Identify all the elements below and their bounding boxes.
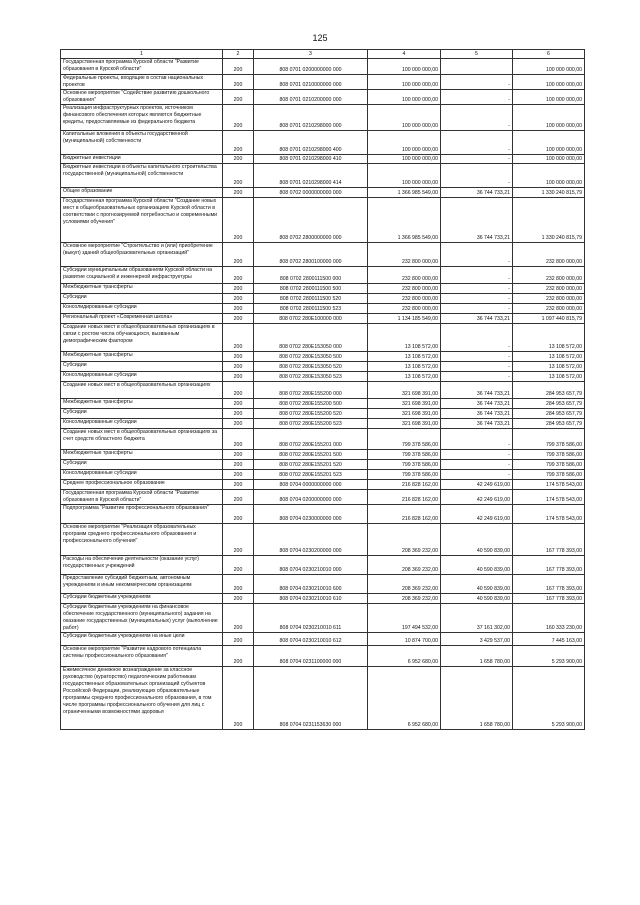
row-code: 200 <box>223 267 254 284</box>
row-total: 232 800 000,00 <box>513 243 585 267</box>
row-name: Государственная программа Курской области "Развитие образования в Курской области" <box>61 490 223 505</box>
header-col-2: 2 <box>223 50 254 59</box>
row-name: Государственная программа Курской области "Создание новых мест в общеобразовательных организациях Курской области в соответствии с прогнозируемой потребностью и современными условиями обучения" <box>61 198 223 243</box>
row-kbk: 808 0702 280E153050 000 <box>254 324 368 352</box>
row-code: 200 <box>223 646 254 667</box>
table-row <box>61 155 585 164</box>
row-name: Бюджетные инвестиции <box>61 155 223 164</box>
row-name: Субсидии <box>61 294 223 304</box>
table-row <box>61 382 585 399</box>
row-change: - <box>441 352 513 362</box>
row-total: 13 108 572,00 <box>513 324 585 352</box>
row-change: - <box>441 470 513 480</box>
row-total: 100 000 000,00 <box>513 59 585 75</box>
row-code: 200 <box>223 352 254 362</box>
table-row <box>61 633 585 646</box>
table-row <box>61 556 585 575</box>
row-code: 200 <box>223 575 254 594</box>
row-plan: 1 366 985 549,00 <box>368 198 441 243</box>
table-row <box>61 490 585 505</box>
row-name: Государственная программа Курской области "Развитие образования в Курской области" <box>61 59 223 75</box>
row-code: 200 <box>223 188 254 198</box>
row-name: Субсидии <box>61 362 223 372</box>
row-total: 167 778 393,00 <box>513 594 585 604</box>
row-kbk: 808 0702 280E155200 000 <box>254 382 368 399</box>
row-code: 200 <box>223 604 254 633</box>
row-code: 200 <box>223 505 254 524</box>
row-name: Субсидии бюджетным учреждениям на иные цели <box>61 633 223 646</box>
row-plan: 232 800 000,00 <box>368 243 441 267</box>
header-col-5: 5 <box>441 50 513 59</box>
row-kbk: 808 0701 0210000000 000 <box>254 75 368 90</box>
row-name: Создание новых мест в общеобразовательных организациях в связи с ростом числа обучающихся, вызванным демографическим фактором <box>61 324 223 352</box>
row-total: 100 000 000,00 <box>513 164 585 188</box>
row-kbk: 808 0702 280E155201 000 <box>254 429 368 450</box>
row-change: 1 658 780,00 <box>441 646 513 667</box>
table-row <box>61 90 585 105</box>
row-plan: 232 800 000,00 <box>368 284 441 294</box>
row-plan: 208 369 232,00 <box>368 575 441 594</box>
row-name: Расходы на обеспечение деятельности (оказание услуг) государственных учреждений <box>61 556 223 575</box>
row-kbk: 808 0702 280E155200 520 <box>254 409 368 419</box>
row-plan: 6 952 680,00 <box>368 646 441 667</box>
row-name: Основное мероприятие "Строительство и (или) приобретение (выкуп) зданий общеобразовательных организаций" <box>61 243 223 267</box>
row-change: 42 249 619,00 <box>441 480 513 490</box>
row-code: 200 <box>223 362 254 372</box>
row-name: Ежемесячное денежное вознаграждение за классное руководство (кураторство) педагогическим работникам государственных образовательных организаций субъектов Российской Федерации, реализующих образовательные программы среднего профессионального образования, в том числе программы профессионального обучения для лиц с ограниченными возможностями здоровья <box>61 667 223 730</box>
table-row <box>61 419 585 429</box>
row-plan: 208 369 232,00 <box>368 594 441 604</box>
row-code: 200 <box>223 105 254 131</box>
row-plan: 100 000 000,00 <box>368 164 441 188</box>
row-total: 167 778 393,00 <box>513 556 585 575</box>
row-code: 200 <box>223 556 254 575</box>
row-name: Субсидии бюджетным учреждениям <box>61 594 223 604</box>
table-row <box>61 362 585 372</box>
row-change: 36 744 733,21 <box>441 419 513 429</box>
table-row <box>61 524 585 556</box>
row-name: Подпрограмма "Развитие профессионального образования" <box>61 505 223 524</box>
header-col-4: 4 <box>368 50 441 59</box>
table-row <box>61 304 585 314</box>
row-change: - <box>441 243 513 267</box>
table-row <box>61 480 585 490</box>
row-kbk: 808 0702 2800111500 500 <box>254 284 368 294</box>
row-code: 200 <box>223 243 254 267</box>
row-total: 1 330 240 815,79 <box>513 198 585 243</box>
row-change: 1 658 780,00 <box>441 667 513 730</box>
row-total: 5 293 900,00 <box>513 667 585 730</box>
row-plan: 100 000 000,00 <box>368 131 441 155</box>
row-code: 200 <box>223 633 254 646</box>
row-kbk: 808 0704 0230200000 000 <box>254 524 368 556</box>
row-total: 232 800 000,00 <box>513 267 585 284</box>
row-name: Создание новых мест в общеобразовательных организациях за счет средств областного бюджета <box>61 429 223 450</box>
row-change: - <box>441 429 513 450</box>
row-kbk: 808 0702 2800111500 000 <box>254 267 368 284</box>
row-name: Субсидии <box>61 409 223 419</box>
row-code: 200 <box>223 284 254 294</box>
row-change: - <box>441 105 513 131</box>
row-code: 200 <box>223 382 254 399</box>
table-row <box>61 450 585 460</box>
row-code: 200 <box>223 429 254 450</box>
row-code: 200 <box>223 460 254 470</box>
table-row <box>61 470 585 480</box>
row-code: 200 <box>223 419 254 429</box>
row-name: Консолидированные субсидии <box>61 372 223 382</box>
row-total: 232 800 000,00 <box>513 284 585 294</box>
row-code: 200 <box>223 594 254 604</box>
row-code: 200 <box>223 372 254 382</box>
row-kbk: 808 0702 280E153050 523 <box>254 372 368 382</box>
row-total: 1 330 240 815,79 <box>513 188 585 198</box>
row-code: 200 <box>223 304 254 314</box>
row-kbk: 808 0702 280E100000 000 <box>254 314 368 324</box>
row-change: - <box>441 284 513 294</box>
row-plan: 232 800 000,00 <box>368 304 441 314</box>
row-change: - <box>441 372 513 382</box>
row-change: 40 590 839,00 <box>441 556 513 575</box>
row-code: 200 <box>223 399 254 409</box>
row-total: 174 578 543,00 <box>513 480 585 490</box>
row-change: - <box>441 267 513 284</box>
row-name: Консолидированные субсидии <box>61 470 223 480</box>
row-total: 5 293 900,00 <box>513 646 585 667</box>
row-kbk: 808 0701 0210200000 000 <box>254 90 368 105</box>
row-code: 200 <box>223 409 254 419</box>
row-code: 200 <box>223 314 254 324</box>
table-row <box>61 243 585 267</box>
row-code: 200 <box>223 59 254 75</box>
row-kbk: 808 0704 0230210010 611 <box>254 604 368 633</box>
row-kbk: 808 0704 0000000000 000 <box>254 480 368 490</box>
row-total: 1 097 440 815,79 <box>513 314 585 324</box>
row-total: 284 953 657,79 <box>513 382 585 399</box>
row-change: - <box>441 90 513 105</box>
row-plan: 10 874 700,00 <box>368 633 441 646</box>
row-change: - <box>441 164 513 188</box>
table-row <box>61 667 585 730</box>
row-kbk: 808 0702 280E155200 500 <box>254 399 368 409</box>
row-name: Предоставление субсидий бюджетным, автономным учреждениям и иным некоммерческим организациям <box>61 575 223 594</box>
row-kbk: 808 0701 0210298000 000 <box>254 105 368 131</box>
row-change: 40 590 839,00 <box>441 575 513 594</box>
row-kbk: 808 0704 0230210010 612 <box>254 633 368 646</box>
row-change: 37 161 302,00 <box>441 604 513 633</box>
row-change: 36 744 733,21 <box>441 399 513 409</box>
row-kbk: 808 0701 0210298000 414 <box>254 164 368 188</box>
table-row <box>61 105 585 131</box>
row-change: 40 590 839,00 <box>441 594 513 604</box>
row-kbk: 808 0702 2800100000 000 <box>254 243 368 267</box>
row-name: Создание новых мест в общеобразовательных организациях <box>61 382 223 399</box>
row-plan: 216 828 162,00 <box>368 490 441 505</box>
header-col-6: 6 <box>513 50 585 59</box>
row-change: 36 744 733,21 <box>441 314 513 324</box>
row-kbk: 808 0702 2800000000 000 <box>254 198 368 243</box>
row-total: 100 000 000,00 <box>513 90 585 105</box>
row-code: 200 <box>223 480 254 490</box>
row-plan: 100 000 000,00 <box>368 155 441 164</box>
table-row <box>61 314 585 324</box>
row-total: 13 108 572,00 <box>513 372 585 382</box>
row-code: 200 <box>223 490 254 505</box>
row-kbk: 808 0704 0230210010 000 <box>254 556 368 575</box>
row-total: 13 108 572,00 <box>513 362 585 372</box>
row-plan: 13 108 572,00 <box>368 352 441 362</box>
row-plan: 216 828 162,00 <box>368 505 441 524</box>
row-code: 200 <box>223 450 254 460</box>
page-number: 125 <box>312 33 328 43</box>
row-plan: 6 952 680,00 <box>368 667 441 730</box>
table-row <box>61 575 585 594</box>
row-change: - <box>441 450 513 460</box>
row-code: 200 <box>223 294 254 304</box>
row-code: 200 <box>223 90 254 105</box>
row-change: 36 744 733,21 <box>441 409 513 419</box>
row-total: 100 000 000,00 <box>513 155 585 164</box>
row-total: 100 000 000,00 <box>513 105 585 131</box>
row-plan: 321 698 391,00 <box>368 399 441 409</box>
row-code: 200 <box>223 75 254 90</box>
row-plan: 208 369 232,00 <box>368 524 441 556</box>
row-code: 200 <box>223 524 254 556</box>
row-change: 40 590 839,00 <box>441 524 513 556</box>
row-kbk: 808 0701 0200000000 000 <box>254 59 368 75</box>
row-kbk: 808 0704 0230210010 600 <box>254 575 368 594</box>
row-kbk: 808 0704 0230210010 610 <box>254 594 368 604</box>
row-plan: 232 800 000,00 <box>368 267 441 284</box>
row-total: 100 000 000,00 <box>513 131 585 155</box>
row-name: Основное мероприятие "Развитие кадрового потенциала системы профессионального образования" <box>61 646 223 667</box>
budget-table <box>60 49 585 730</box>
row-plan: 216 828 162,00 <box>368 480 441 490</box>
row-change: 36 744 733,21 <box>441 198 513 243</box>
row-code: 200 <box>223 470 254 480</box>
table-row <box>61 294 585 304</box>
row-kbk: 808 0704 0231153630 000 <box>254 667 368 730</box>
row-total: 799 378 586,00 <box>513 450 585 460</box>
row-code: 200 <box>223 324 254 352</box>
table-row <box>61 372 585 382</box>
row-plan: 1 366 985 549,00 <box>368 188 441 198</box>
row-change: 36 744 733,21 <box>441 382 513 399</box>
table-row <box>61 505 585 524</box>
row-plan: 100 000 000,00 <box>368 90 441 105</box>
row-kbk: 808 0704 0200000000 000 <box>254 490 368 505</box>
row-change: - <box>441 294 513 304</box>
row-name: Общее образование <box>61 188 223 198</box>
row-total: 174 578 543,00 <box>513 505 585 524</box>
row-plan: 197 494 532,00 <box>368 604 441 633</box>
row-name: Капитальные вложения в объекты государственной (муниципальной) собственности <box>61 131 223 155</box>
table-row <box>61 75 585 90</box>
row-plan: 799 378 586,00 <box>368 470 441 480</box>
table-row <box>61 646 585 667</box>
row-change: - <box>441 324 513 352</box>
row-plan: 799 378 586,00 <box>368 450 441 460</box>
row-kbk: 808 0704 0231100000 000 <box>254 646 368 667</box>
table-row <box>61 352 585 362</box>
row-kbk: 808 0702 280E155201 500 <box>254 450 368 460</box>
row-name: Консолидированные субсидии <box>61 419 223 429</box>
row-plan: 1 134 185 549,00 <box>368 314 441 324</box>
row-plan: 799 378 586,00 <box>368 460 441 470</box>
row-plan: 100 000 000,00 <box>368 75 441 90</box>
row-total: 284 953 657,79 <box>513 419 585 429</box>
row-total: 13 108 572,00 <box>513 352 585 362</box>
row-name: Межбюджетные трансферты <box>61 284 223 294</box>
table-row <box>61 59 585 75</box>
row-total: 174 578 543,00 <box>513 490 585 505</box>
row-kbk: 808 0702 2800111500 520 <box>254 294 368 304</box>
row-plan: 208 369 232,00 <box>368 556 441 575</box>
row-change: - <box>441 304 513 314</box>
table-row <box>61 198 585 243</box>
table-row <box>61 284 585 294</box>
row-code: 200 <box>223 155 254 164</box>
row-code: 200 <box>223 667 254 730</box>
row-kbk: 808 0702 2800111500 523 <box>254 304 368 314</box>
table-row <box>61 267 585 284</box>
row-name: Среднее профессиональное образование <box>61 480 223 490</box>
header-col-1: 1 <box>61 50 223 59</box>
row-name: Основное мероприятие "Реализация образовательных программ среднего профессионального образования и профессионального обучения" <box>61 524 223 556</box>
row-total: 100 000 000,00 <box>513 75 585 90</box>
row-change: - <box>441 362 513 372</box>
table-row <box>61 188 585 198</box>
row-name: Межбюджетные трансферты <box>61 450 223 460</box>
row-total: 232 800 000,00 <box>513 294 585 304</box>
table-header-row <box>61 50 585 59</box>
row-plan: 100 000 000,00 <box>368 105 441 131</box>
row-name: Реализация инфраструктурных проектов, источником финансового обеспечения которых являются бюджетные кредиты, предоставляемые из федерального бюджета <box>61 105 223 131</box>
row-kbk: 808 0702 280E153050 520 <box>254 362 368 372</box>
row-change: - <box>441 155 513 164</box>
row-plan: 100 000 000,00 <box>368 59 441 75</box>
table-row <box>61 324 585 352</box>
row-change: 42 249 619,00 <box>441 505 513 524</box>
row-name: Субсидии муниципальным образованиям Курской области на развитие социальной и инженерной инфраструктуры <box>61 267 223 284</box>
row-code: 200 <box>223 198 254 243</box>
row-plan: 321 698 391,00 <box>368 419 441 429</box>
row-name: Межбюджетные трансферты <box>61 352 223 362</box>
row-change: - <box>441 75 513 90</box>
table-row <box>61 409 585 419</box>
row-plan: 13 108 572,00 <box>368 324 441 352</box>
row-name: Межбюджетные трансферты <box>61 399 223 409</box>
row-total: 232 800 000,00 <box>513 304 585 314</box>
row-name: Консолидированные субсидии <box>61 304 223 314</box>
row-change: - <box>441 131 513 155</box>
row-code: 200 <box>223 131 254 155</box>
row-total: 799 378 586,00 <box>513 470 585 480</box>
row-kbk: 808 0701 0210298000 400 <box>254 131 368 155</box>
row-total: 167 778 393,00 <box>513 524 585 556</box>
row-name: Федеральные проекты, входящие в состав национальных проектов <box>61 75 223 90</box>
row-name: Основное мероприятие "Содействие развитию дошкольного образования" <box>61 90 223 105</box>
row-plan: 232 800 000,00 <box>368 294 441 304</box>
row-plan: 13 108 572,00 <box>368 372 441 382</box>
row-total: 167 778 393,00 <box>513 575 585 594</box>
row-kbk: 808 0702 280E155201 523 <box>254 470 368 480</box>
table-row <box>61 131 585 155</box>
row-name: Субсидии <box>61 460 223 470</box>
row-kbk: 808 0702 0000000000 000 <box>254 188 368 198</box>
row-plan: 799 378 586,00 <box>368 429 441 450</box>
row-kbk: 808 0702 280E155201 520 <box>254 460 368 470</box>
row-change <box>441 59 513 75</box>
table-row <box>61 164 585 188</box>
row-code: 200 <box>223 164 254 188</box>
table-row <box>61 460 585 470</box>
table-row <box>61 429 585 450</box>
row-name: Бюджетные инвестиции в объекты капитального строительства государственной (муниципальной) собственности <box>61 164 223 188</box>
row-plan: 321 698 391,00 <box>368 409 441 419</box>
row-plan: 13 108 572,00 <box>368 362 441 372</box>
row-total: 799 378 586,00 <box>513 429 585 450</box>
row-kbk: 808 0702 280E153050 500 <box>254 352 368 362</box>
row-name: Субсидии бюджетным учреждениям на финансовое обеспечение государственного (муниципального) задания на оказание государственных (муниципальных) услуг (выполнение работ) <box>61 604 223 633</box>
row-total: 284 953 657,79 <box>513 399 585 409</box>
table-row <box>61 604 585 633</box>
row-change: 36 744 733,21 <box>441 188 513 198</box>
row-plan: 321 698 391,00 <box>368 382 441 399</box>
table-row <box>61 399 585 409</box>
row-total: 284 953 657,79 <box>513 409 585 419</box>
row-change: 42 249 619,00 <box>441 490 513 505</box>
row-kbk: 808 0702 280E155200 523 <box>254 419 368 429</box>
row-total: 7 445 163,00 <box>513 633 585 646</box>
row-kbk: 808 0704 0230000000 000 <box>254 505 368 524</box>
table-row <box>61 594 585 604</box>
row-name: Региональный проект «Современная школа» <box>61 314 223 324</box>
row-total: 799 378 586,00 <box>513 460 585 470</box>
header-col-3: 3 <box>254 50 368 59</box>
row-change: - <box>441 460 513 470</box>
row-kbk: 808 0701 0210298000 410 <box>254 155 368 164</box>
row-total: 160 333 230,00 <box>513 604 585 633</box>
row-change: 3 429 537,00 <box>441 633 513 646</box>
